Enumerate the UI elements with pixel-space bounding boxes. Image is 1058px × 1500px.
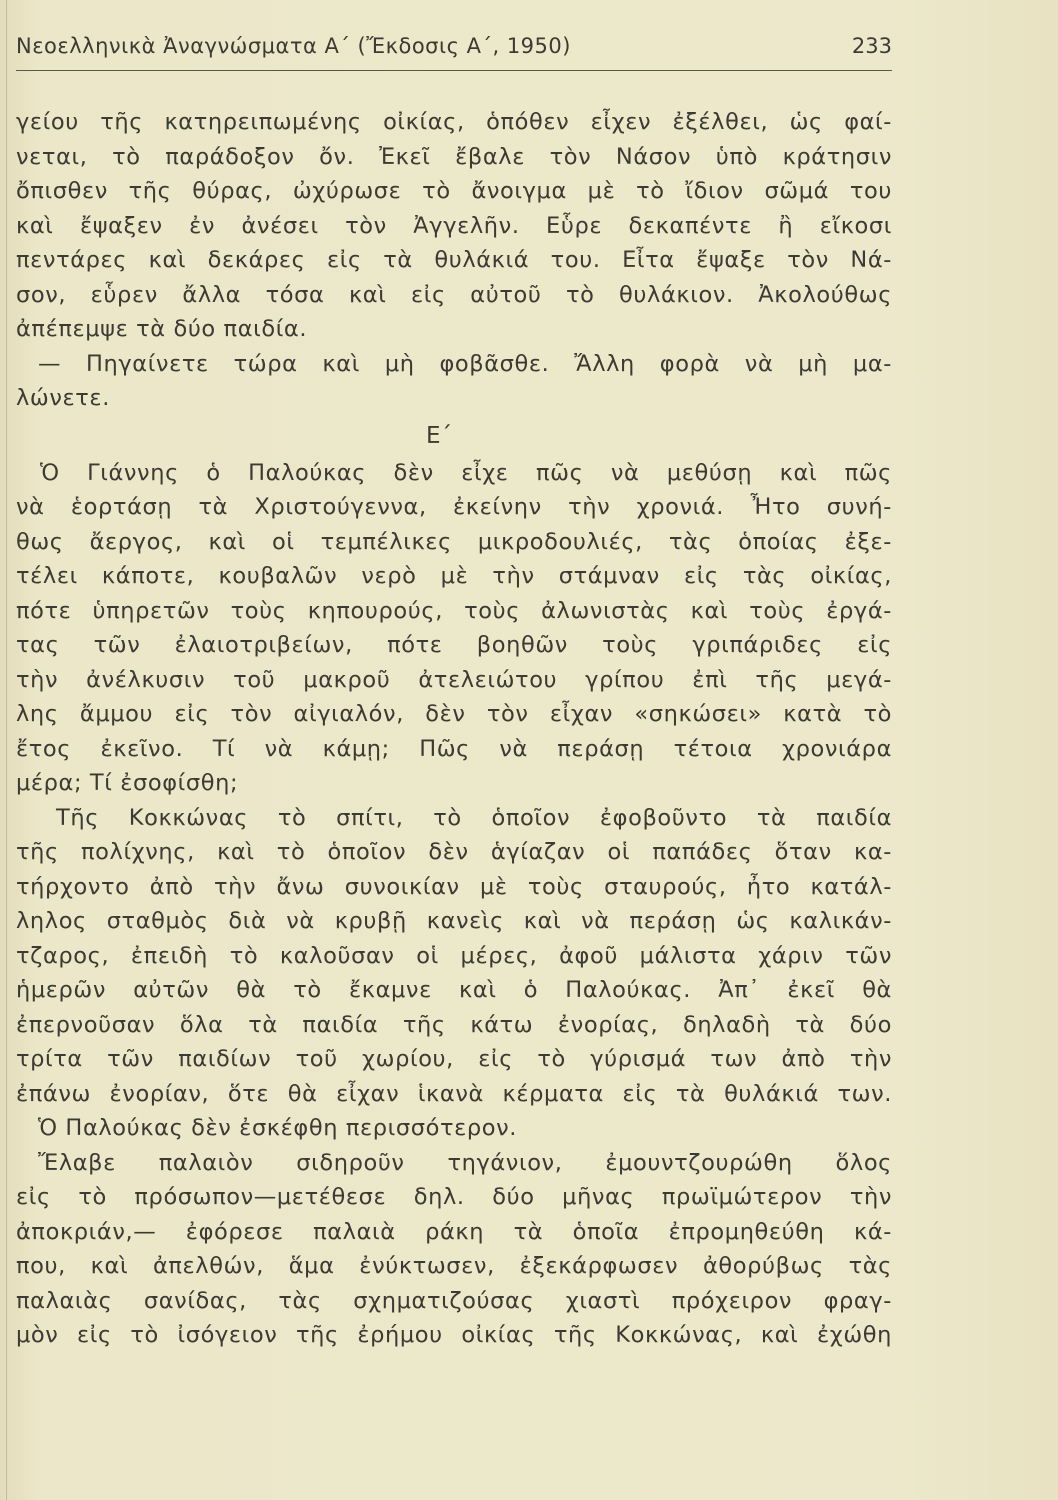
text-line: λης ἄμμου εἰς τὸν αἰγιαλόν, δὲν τὸν εἶχαν «σηκώσει» κατὰ τὸ — [16, 701, 892, 727]
text-line: Ὁ Παλούκας δὲν ἐσκέφθη περισσότερον. — [38, 1115, 518, 1141]
section-heading: Ε΄ — [425, 422, 453, 449]
text-line: τήρχοντο ἀπὸ τὴν ἄνω συνοικίαν μὲ τοὺς σταυρούς, ἦτο κατάλ- — [16, 873, 892, 900]
text-line: τας τῶν ἐλαιοτριβείων, πότε βοηθῶν τοὺς γριπάριδες εἰς — [16, 632, 892, 658]
text-line: — Πηγαίνετε τώρα καὶ μὴ φοβᾶσθε. Ἄλλη φορὰ νὰ μὴ μα- — [38, 350, 892, 377]
text-line: ἀπέπεμψε τὰ δύο παιδία. — [16, 316, 308, 342]
text-line: καὶ ἔψαξεν ἐν ἀνέσει τὸν Ἀγγελῆν. Εὗρε δεκαπέντε ἢ εἴκοσι — [16, 212, 892, 239]
text-line: νὰ ἑορτάσῃ τὰ Χριστούγεννα, ἐκείνην τὴν χρονιά. Ἦτο συνή- — [16, 494, 892, 520]
text-line: λώνετε. — [16, 385, 110, 411]
text-line: νεται, τὸ παράδοξον ὄν. Ἐκεῖ ἔβαλε τὸν Νάσον ὑπὸ κράτησιν — [16, 143, 892, 170]
text-line: σον, εὗρεν ἄλλα τόσα καὶ εἰς αὐτοῦ τὸ θυλάκιον. Ἀκολούθως — [16, 281, 892, 308]
paragraph-4 — [16, 801, 892, 1112]
text-line: πεντάρες καὶ δεκάρες εἰς τὰ θυλάκιά του. Εἶτα ἔψαξε τὸν Νά- — [16, 247, 892, 273]
text-line: ὄπισθεν τῆς θύρας, ὠχύρωσε τὸ ἄνοιγμα μὲ τὸ ἴδιον σῶμά του — [16, 178, 892, 204]
text-line: τὴν ἀνέλκυσιν τοῦ μακροῦ ἀτελειώτου γρίπου ἐπὶ τῆς μεγά- — [16, 666, 892, 693]
body-text — [16, 105, 892, 1353]
text-line: μὸν εἰς τὸ ἰσόγειον τῆς ἐρήμου οἰκίας τῆς Κοκκώνας, καὶ ἐχώθη — [16, 1322, 892, 1348]
text-line: θως ἄεργος, καὶ οἱ τεμπέλικες μικροδουλιές, τὰς ὁποίας ἐξε- — [16, 528, 892, 555]
text-line: ἡμερῶν αὐτῶν θὰ τὸ ἔκαμνε καὶ ὁ Παλούκας. Ἀπ᾿ ἐκεῖ θὰ — [16, 977, 892, 1003]
text-line: πότε ὑπηρετῶν τοὺς κηπουρούς, τοὺς ἀλωνιστὰς καὶ τοὺς ἐργά- — [16, 597, 892, 624]
page-number: 233 — [851, 34, 892, 58]
text-line: τέλει κάποτε, κουβαλῶν νερὸ μὲ τὴν στάμναν εἰς τὰς οἰκίας, — [16, 563, 892, 589]
text-line: Τῆς Κοκκώνας τὸ σπίτι, τὸ ὁποῖον ἐφοβοῦντο τὰ παιδία — [56, 804, 892, 831]
text-line: που, καὶ ἀπελθών, ἅμα ἐνύκτωσεν, ἐξεκάρφωσεν ἀθορύβως τὰς — [16, 1253, 892, 1279]
text-line: Ἔλαβε παλαιὸν σιδηροῦν τηγάνιον, ἐμουντζουρώθη ὅλος — [38, 1149, 892, 1176]
text-line: εἰς τὸ πρόσωπον—μετέθεσε δηλ. δύο μῆνας πρωϊμώτερον τὴν — [16, 1184, 892, 1210]
paragraph-1 — [16, 105, 892, 347]
text-line: τρίτα τῶν παιδίων τοῦ χωρίου, εἰς τὸ γύρισμά των ἀπὸ τὴν — [16, 1046, 892, 1072]
text-line: ἐπάνω ἐνορίαν, ὅτε θὰ εἶχαν ἱκανὰ κέρματα εἰς τὰ θυλάκιά των. — [16, 1080, 892, 1107]
text-line: τζαρος, ἐπειδὴ τὸ καλοῦσαν οἱ μέρες, ἀφοῦ μάλιστα χάριν τῶν — [16, 942, 892, 969]
text-line: ληλος σταθμὸς διὰ νὰ κρυβῇ κανεὶς καὶ νὰ περάσῃ ὡς καλικάν- — [16, 908, 892, 934]
paragraph-5 — [16, 1111, 892, 1146]
text-line: παλαιὰς σανίδας, τὰς σχηματιζούσας χιαστὶ πρόχειρον φραγ- — [16, 1287, 892, 1314]
paragraph-6 — [16, 1146, 892, 1353]
text-line: γείου τῆς κατηρειπωμένης οἰκίας, ὁπόθεν εἶχεν ἐξέλθει, ὡς φαί- — [16, 109, 892, 135]
header-rule — [16, 70, 892, 71]
text-line: τῆς πολίχνης, καὶ τὸ ὁποῖον δὲν ἁγίαζαν οἱ παπάδες ὅταν κα- — [16, 839, 892, 865]
paragraph-2 — [16, 347, 892, 416]
text-line: ἔτος ἐκεῖνο. Τί νὰ κάμῃ; Πῶς νὰ περάσῃ τέτοια χρονιάρα — [16, 735, 892, 762]
text-line: ἐπερνοῦσαν ὅλα τὰ παιδία τῆς κάτω ἐνορίας, δηλαδὴ τὰ δύο — [16, 1011, 892, 1038]
running-header — [16, 30, 892, 70]
header-title: Νεοελληνικὰ Ἀναγνώσματα Α΄ (Ἔκδοσις Α΄, 1950) — [16, 34, 571, 58]
page-edge-shadow — [6, 0, 7, 1500]
text-line: ἀποκριάν,— ἐφόρεσε παλαιὰ ράκη τὰ ὁποῖα ἐπρομηθεύθη κά- — [16, 1218, 892, 1245]
paragraph-3 — [16, 456, 892, 801]
text-line: μέρα; Τί ἐσοφίσθη; — [16, 770, 239, 796]
text-line: Ὁ Γιάννης ὁ Παλούκας δὲν εἶχε πῶς νὰ μεθύσῃ καὶ πῶς — [40, 459, 892, 486]
